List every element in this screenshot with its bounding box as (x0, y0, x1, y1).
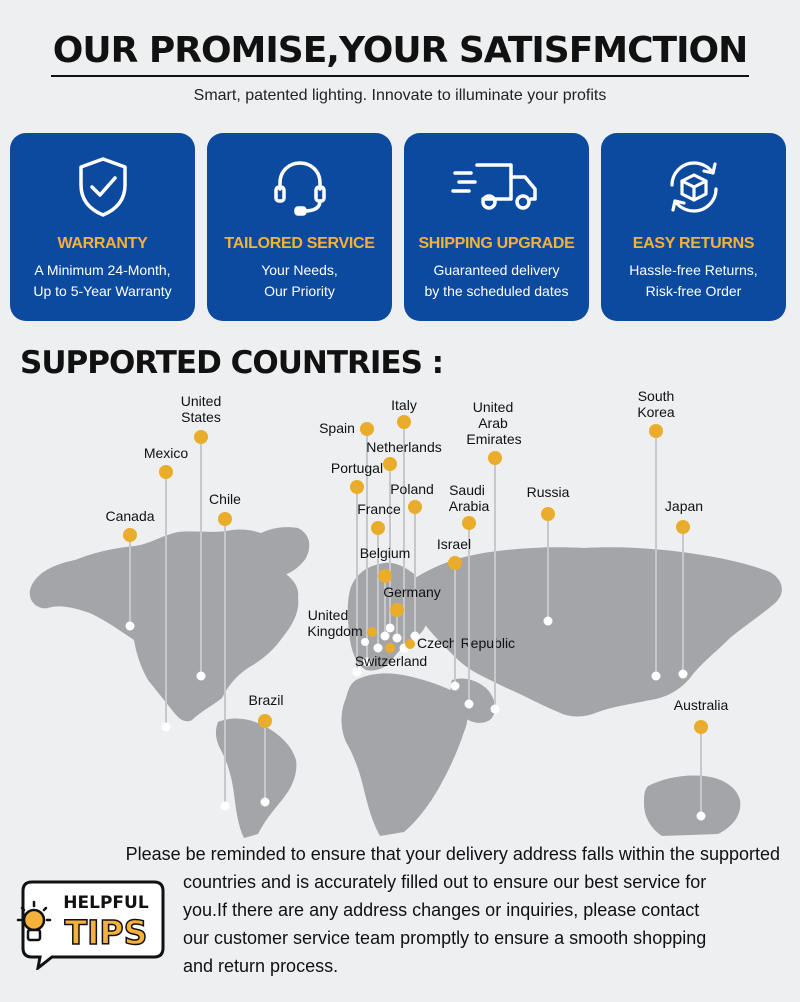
svg-text:Spain: Spain (319, 420, 355, 436)
svg-text:SouthKorea: South Korea (637, 388, 675, 420)
card-description: Guaranteed delivery by the scheduled dates (424, 262, 569, 299)
delivery-truck-icon (451, 155, 543, 217)
svg-text:Switzerland: Switzerland (354, 653, 428, 669)
svg-text:Brazil: Brazil (248, 692, 284, 708)
world-map (0, 380, 800, 840)
card-description: Hassle-free Returns, Risk-free Order (629, 262, 758, 299)
australia-shape (644, 775, 740, 836)
svg-text:HELPFUL: HELPFUL (63, 893, 149, 913)
notice-line: countries and is accurately filled out to ensure our best service for (183, 872, 707, 892)
svg-text:UnitedKingdom: United Kingdom (307, 607, 363, 639)
notice-line: Please be reminded to ensure that your delivery address falls within the supported (125, 844, 780, 864)
promise-cards (10, 133, 790, 321)
svg-text:Israel: Israel (436, 536, 472, 552)
page-subtitle: Smart, patented lighting. Innovate to illuminate your profits (193, 87, 607, 104)
headset-icon (268, 155, 332, 219)
africa-shape (342, 673, 468, 836)
card-title: EASY RETURNS (632, 235, 755, 252)
svg-text:Belgium: Belgium (359, 545, 411, 561)
card-title: TAILORED SERVICE (224, 235, 375, 252)
svg-text:Portugal: Portugal (330, 460, 384, 476)
page-header (0, 30, 800, 77)
card-description: Your Needs, Our Priority (261, 262, 338, 299)
card-title: WARRANTY (57, 235, 148, 252)
shield-check-icon (73, 155, 133, 219)
card-warranty (10, 133, 195, 321)
svg-text:Netherlands: Netherlands (366, 439, 442, 455)
helpful-tips-badge (14, 878, 166, 970)
svg-text:UnitedArabEmirates: United Arab Emirates (466, 399, 522, 447)
svg-text:TIPS: TIPS (64, 913, 148, 952)
svg-text:Australia: Australia (673, 697, 729, 713)
marker-czech-republic (405, 635, 515, 651)
svg-text:Canada: Canada (105, 508, 155, 524)
svg-text:Italy: Italy (391, 397, 417, 413)
card-description: A Minimum 24-Month, Up to 5-Year Warranty (33, 262, 172, 299)
card-tailored-service (207, 133, 392, 321)
svg-text:France: France (357, 501, 401, 517)
notice-line: our customer service team promptly to ensure a smooth shopping (183, 928, 707, 948)
card-title: SHIPPING UPGRADE (418, 235, 575, 252)
return-box-icon (662, 155, 726, 219)
svg-text:Chile: Chile (209, 491, 241, 507)
continents (30, 527, 782, 838)
svg-text:Japan: Japan (664, 498, 704, 514)
svg-text:Russia: Russia (526, 484, 570, 500)
svg-text:Mexico: Mexico (143, 445, 189, 461)
page-title: OUR PROMISE,YOUR SATISFMCTION (51, 30, 749, 77)
svg-text:Czech Republic: Czech Republic (417, 635, 516, 651)
svg-text:Germany: Germany (383, 584, 441, 600)
svg-text:UnitedStates: United States (180, 393, 222, 425)
card-shipping-upgrade (404, 133, 589, 321)
notice-line: you.If there are any address changes or inquiries, please contact (183, 900, 700, 920)
svg-text:SaudiArabia: Saudi Arabia (448, 482, 490, 514)
notice-line: and return process. (183, 956, 339, 976)
card-easy-returns (601, 133, 786, 321)
svg-text:Poland: Poland (390, 481, 434, 497)
supported-countries-title: SUPPORTED COUNTRIES : (20, 345, 444, 381)
south-america-shape (216, 719, 296, 838)
